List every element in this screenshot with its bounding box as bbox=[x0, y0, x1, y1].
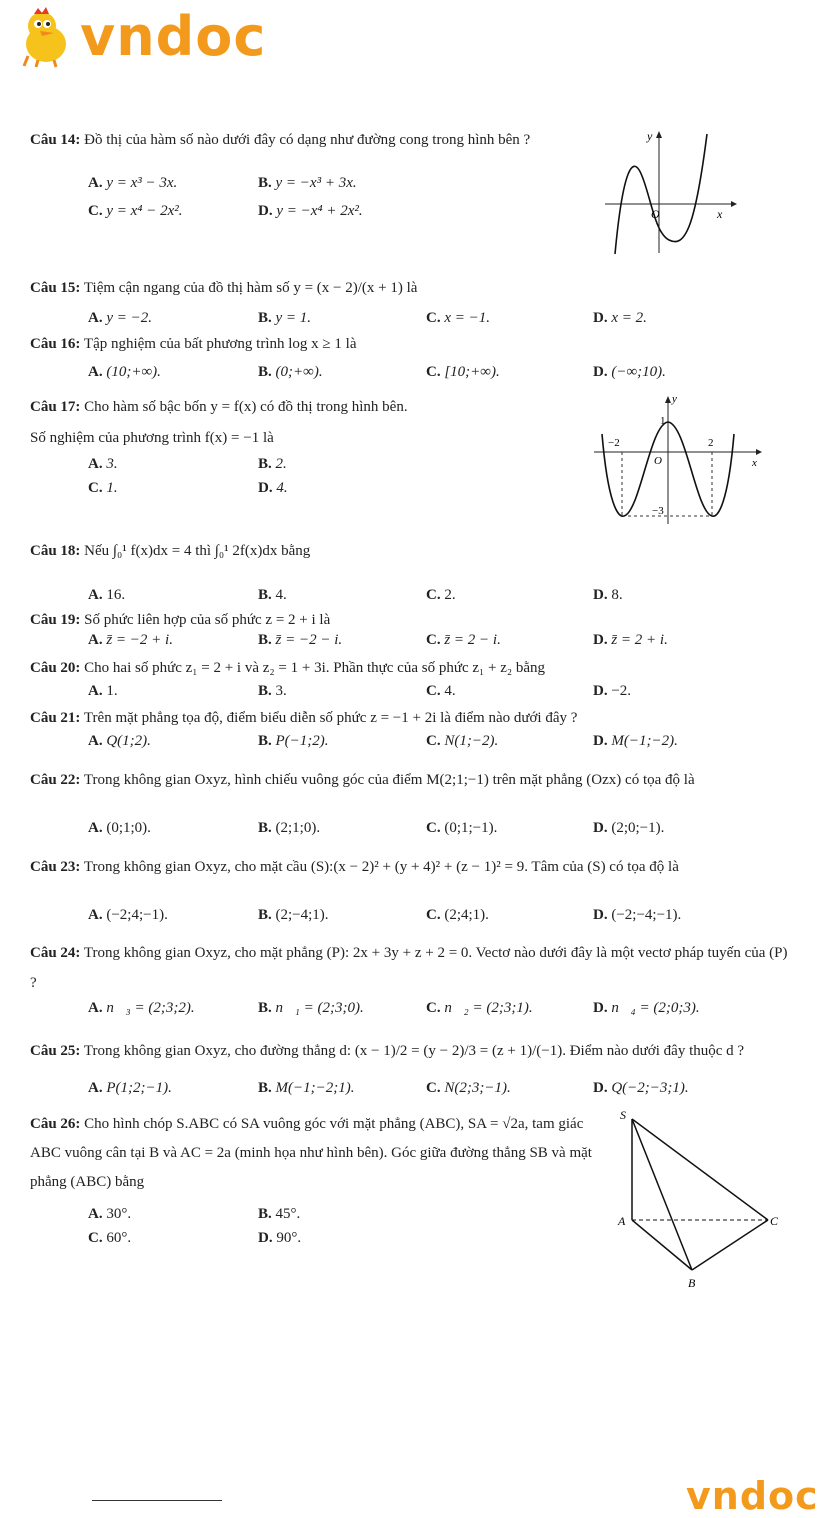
option-d: D. n⃗₄ = (2;0;3). bbox=[593, 1000, 700, 1016]
option-b: B. y = 1. bbox=[258, 310, 312, 326]
vertex-b-label: B bbox=[688, 1276, 696, 1290]
option-c: C. (2;4;1). bbox=[426, 907, 489, 923]
option-d: D. z̄ = 2 + i. bbox=[593, 632, 668, 648]
tick-label-minus2: −2 bbox=[608, 437, 620, 449]
question-25 bbox=[30, 1040, 795, 1062]
question-label: Câu 20: bbox=[30, 660, 81, 676]
option-b: B. M(−1;−2;1). bbox=[258, 1080, 355, 1096]
question-label: Câu 14: bbox=[30, 132, 81, 148]
option-b: B. (2;−4;1). bbox=[258, 907, 329, 923]
option-c: C. [10;+∞). bbox=[426, 364, 500, 380]
brand-name: vndoc bbox=[80, 5, 267, 68]
option-d: D. −2. bbox=[593, 683, 632, 699]
option-c: C. x = −1. bbox=[426, 310, 490, 326]
options-row bbox=[88, 364, 788, 386]
option-d: D. (2;0;−1). bbox=[593, 820, 665, 836]
question-label: Câu 22: bbox=[30, 772, 81, 788]
question-text: Trong không gian Oxyz, cho mặt cầu (S):(x − 2)² + (y + 4)² + (z − 1)² = 9. Tâm của (S) có tọa độ là bbox=[83, 859, 679, 875]
option-a: A. y = x³ − 3x. bbox=[88, 175, 178, 191]
question-17-line2 bbox=[30, 428, 550, 449]
option-c: C. 2. bbox=[426, 587, 456, 603]
question-text: Trên mặt phẳng tọa độ, điểm biểu diễn số phức z = −1 + 2i là điểm nào dưới đây ? bbox=[83, 710, 578, 726]
question-text: Số nghiệm của phương trình f(x) = −1 là bbox=[30, 430, 274, 446]
question-text: Trong không gian Oxyz, hình chiếu vuông góc của điểm M(2;1;−1) trên mặt phẳng (Ozx) có tọa độ là bbox=[83, 772, 695, 788]
option-b: B. (2;1;0). bbox=[258, 820, 321, 836]
pyramid-figure bbox=[610, 1105, 790, 1290]
options-row bbox=[88, 587, 788, 609]
question-text: Cho hình chóp S.ABC có SA vuông góc với mặt phẳng (ABC), SA = √2a, tam giác ABC vuông cân tại B và AC = 2a (minh họa như hình bên). Góc giữa đường thẳng SB và mặt phẳng (ABC) bằng bbox=[30, 1116, 592, 1190]
options-row bbox=[88, 1000, 788, 1022]
footer-brand-logo bbox=[686, 1476, 819, 1516]
vertex-a-label: A bbox=[618, 1214, 626, 1228]
option-d: D. 90°. bbox=[258, 1230, 302, 1246]
option-d: D. Q(−2;−3;1). bbox=[593, 1080, 689, 1096]
option-c: C. n⃗₂ = (2;3;1). bbox=[426, 1000, 533, 1016]
tick-label-2: 2 bbox=[708, 437, 714, 449]
question-text: Trong không gian Oxyz, cho đường thẳng d: (x − 1)/2 = (y − 2)/3 = (z + 1)/(−1). Điểm nào dưới đây thuộc d ? bbox=[83, 1043, 745, 1059]
option-d: D. 8. bbox=[593, 587, 623, 603]
question-24 bbox=[30, 938, 795, 998]
option-b: B. y = −x³ + 3x. bbox=[258, 175, 357, 191]
option-d: D. (−2;−4;−1). bbox=[593, 907, 682, 923]
option-c: C. 60°. bbox=[88, 1230, 132, 1246]
question-label: Câu 16: bbox=[30, 336, 81, 352]
question-19 bbox=[30, 610, 795, 631]
question-label: Câu 17: bbox=[30, 399, 81, 415]
cubic-graph-figure bbox=[595, 128, 745, 256]
question-22 bbox=[30, 765, 795, 795]
vertex-c-label: C bbox=[770, 1214, 779, 1228]
option-c: C. N(2;3;−1). bbox=[426, 1080, 511, 1096]
question-26 bbox=[30, 1110, 600, 1197]
question-label: Câu 24: bbox=[30, 945, 81, 961]
question-21 bbox=[30, 708, 795, 729]
question-text: Nếu ∫₀¹ f(x)dx = 4 thì ∫₀¹ 2f(x)dx bằng bbox=[84, 543, 311, 559]
options-row bbox=[88, 632, 788, 654]
question-16 bbox=[30, 334, 795, 355]
axis-y-label: y bbox=[672, 394, 677, 405]
option-d: D. (−∞;10). bbox=[593, 364, 666, 380]
option-a: A. 30°. bbox=[88, 1206, 132, 1222]
question-text: Trong không gian Oxyz, cho mặt phẳng (P): 2x + 3y + z + 2 = 0. Vectơ nào dưới đây là một vectơ pháp tuyến của (P) ? bbox=[30, 945, 788, 991]
question-15 bbox=[30, 278, 795, 299]
option-a: A. P(1;2;−1). bbox=[88, 1080, 172, 1096]
question-18 bbox=[30, 541, 795, 562]
option-a: A. (0;1;0). bbox=[88, 820, 151, 836]
option-a: A. (10;+∞). bbox=[88, 364, 161, 380]
options-row bbox=[88, 683, 788, 705]
option-c: C. (0;1;−1). bbox=[426, 820, 498, 836]
question-23 bbox=[30, 852, 795, 882]
option-b: B. 3. bbox=[258, 683, 287, 699]
tick-label-1: 1 bbox=[660, 415, 666, 427]
options-row bbox=[88, 820, 788, 842]
options-row bbox=[88, 310, 788, 332]
option-a: A. 1. bbox=[88, 683, 118, 699]
axis-y-label: y bbox=[647, 129, 653, 143]
option-d: D. 4. bbox=[258, 480, 288, 496]
option-a: A. Q(1;2). bbox=[88, 733, 151, 749]
option-b: B. 2. bbox=[258, 456, 287, 472]
option-a: A. n⃗₃ = (2;3;2). bbox=[88, 1000, 195, 1016]
option-b: B. z̄ = −2 − i. bbox=[258, 632, 343, 648]
option-c: C. y = x⁴ − 2x². bbox=[88, 203, 183, 219]
option-b: B. 4. bbox=[258, 587, 287, 603]
option-a: A. z̄ = −2 + i. bbox=[88, 632, 173, 648]
question-text: Đồ thị của hàm số nào dưới đây có dạng như đường cong trong hình bên ? bbox=[84, 132, 531, 148]
question-text: Cho hai số phức z₁ = 2 + i và z₂ = 1 + 3i. Phần thực của số phức z₁ + z₂ bằng bbox=[84, 660, 546, 676]
question-text: Số phức liên hợp của số phức z = 2 + i là bbox=[84, 612, 331, 628]
option-c: C. 1. bbox=[88, 480, 118, 496]
question-label: Câu 23: bbox=[30, 859, 81, 875]
question-text: Tiệm cận ngang của đồ thị hàm số y = (x − 2)/(x + 1) là bbox=[83, 280, 418, 296]
tick-label-minus3: −3 bbox=[652, 505, 664, 517]
brand-logo bbox=[18, 6, 266, 68]
question-14 bbox=[30, 130, 550, 151]
options-row bbox=[88, 1080, 788, 1102]
question-label: Câu 26: bbox=[30, 1116, 81, 1132]
question-20 bbox=[30, 658, 795, 679]
question-label: Câu 18: bbox=[30, 543, 81, 559]
option-a: A. y = −2. bbox=[88, 310, 152, 326]
footer-divider bbox=[92, 1500, 222, 1501]
option-a: A. (−2;4;−1). bbox=[88, 907, 168, 923]
question-text: Tập nghiệm của bất phương trình log x ≥ 1 là bbox=[83, 336, 357, 352]
option-b: B. n⃗₁ = (2;3;0). bbox=[258, 1000, 364, 1016]
question-label: Câu 15: bbox=[30, 280, 81, 296]
option-b: B. P(−1;2). bbox=[258, 733, 329, 749]
vertex-s-label: S bbox=[620, 1108, 626, 1122]
origin-label: O bbox=[651, 207, 660, 221]
option-b: B. 45°. bbox=[258, 1206, 301, 1222]
axis-x-label: x bbox=[752, 457, 757, 469]
question-label: Câu 25: bbox=[30, 1043, 81, 1059]
option-c: C. 4. bbox=[426, 683, 456, 699]
option-a: A. 3. bbox=[88, 456, 118, 472]
option-d: D. y = −x⁴ + 2x². bbox=[258, 203, 363, 219]
question-text: Cho hàm số bậc bốn y = f(x) có đồ thị trong hình bên. bbox=[84, 399, 408, 415]
option-a: A. 16. bbox=[88, 587, 126, 603]
brand-name: vndoc bbox=[686, 1474, 819, 1518]
origin-label: O bbox=[654, 455, 662, 467]
question-label: Câu 21: bbox=[30, 710, 81, 726]
options-row bbox=[88, 733, 788, 755]
option-d: D. x = 2. bbox=[593, 310, 647, 326]
option-b: B. (0;+∞). bbox=[258, 364, 323, 380]
option-c: C. z̄ = 2 − i. bbox=[426, 632, 501, 648]
option-d: D. M(−1;−2). bbox=[593, 733, 678, 749]
question-17 bbox=[30, 397, 550, 418]
chick-mascot-icon bbox=[18, 6, 74, 68]
options-row bbox=[88, 907, 788, 929]
axis-x-label: x bbox=[717, 207, 723, 221]
option-c: C. N(1;−2). bbox=[426, 733, 499, 749]
question-label: Câu 19: bbox=[30, 612, 81, 628]
quartic-graph-figure bbox=[590, 394, 775, 526]
